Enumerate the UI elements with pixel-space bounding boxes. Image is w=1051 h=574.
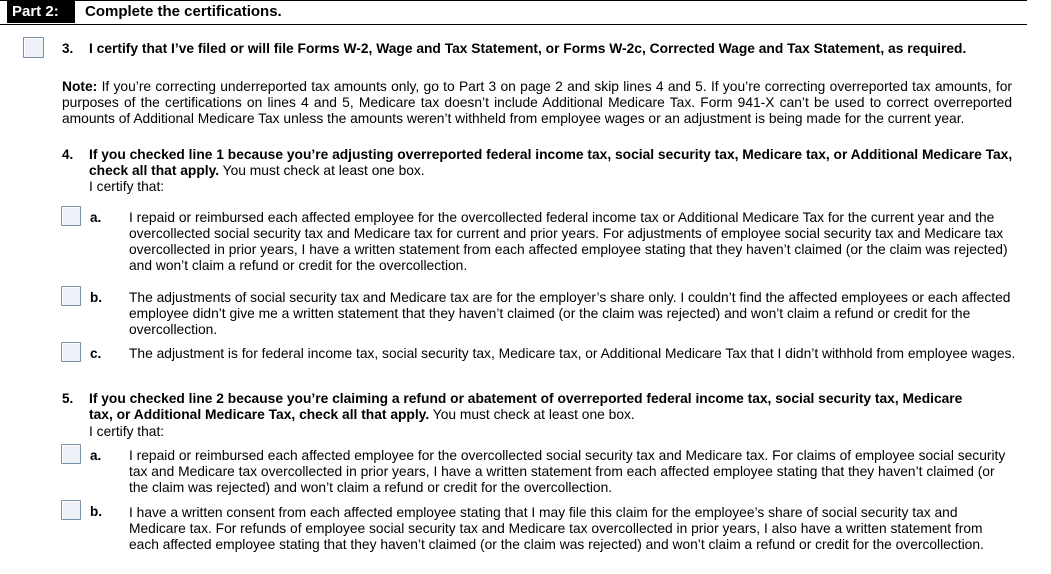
part-label: Part 2: (7, 1, 75, 23)
line4c-letter: c. (90, 346, 102, 361)
line5-number: 5. (62, 391, 74, 406)
note-label: Note: (62, 79, 98, 94)
line5b-checkbox[interactable] (61, 500, 81, 520)
line3-checkbox[interactable] (23, 37, 44, 58)
line4b-checkbox[interactable] (61, 286, 81, 306)
line4-certify: I certify that: (89, 179, 165, 194)
note-paragraph (62, 79, 1012, 127)
line5a-letter: a. (90, 448, 102, 463)
line4c-text: The adjustment is for federal income tax, social security tax, Medicare tax, or Additional Medicare Tax that I didn’t withhold from employee wages. (129, 346, 1016, 361)
line5a-checkbox[interactable] (61, 444, 81, 464)
line5-instruction (89, 391, 989, 423)
line4-normal-text: You must check at least one box. (219, 163, 425, 178)
line5-bold-text: If you checked line 2 because you’re claiming a refund or abatement of overreported federal income tax, social security tax, Medicare tax, or Additional Medicare Tax, check all that apply. (89, 391, 963, 422)
line4c-checkbox[interactable] (61, 342, 81, 362)
line4b-letter: b. (90, 290, 102, 305)
line4a-text: I repaid or reimbursed each affected employee for the overcollected federal income tax or Additional Medicare Tax for the current year and the overcollected social security tax and Medicare tax for current and prior years. For adjustments of employee social security tax and Medicare tax overcollected in prior years, I have a written statement from each affected employee stating that they haven’t claimed (or the claim was rejected) and won’t claim a refund or credit for the overcollection. (129, 210, 1008, 273)
part-title: Complete the certifications. (85, 3, 282, 20)
part-header (0, 0, 1027, 25)
line5b-letter: b. (90, 504, 102, 519)
line4-number: 4. (62, 147, 74, 162)
line5-normal-text: You must check at least one box. (429, 407, 635, 422)
line4a-checkbox[interactable] (61, 206, 81, 226)
line5a-text: I repaid or reimbursed each affected employee for the overcollected social security tax and Medicare tax. For claims of employee social security tax and Medicare tax overcollected in prior years, I have a written statement from each affected employee stating that they haven’t claimed (or the claim was rejected) and won’t claim a refund or credit for the overcollection. (129, 448, 1006, 495)
line4b-text: The adjustments of social security tax and Medicare tax are for the employer’s share only. I couldn’t find the affected employees or each affected employee didn’t give me a written statement that they haven’t claimed (or the claim was rejected) and won’t claim a refund or credit for the overcollection. (129, 290, 1011, 337)
line3-text: I certify that I’ve filed or will file Forms W-2, Wage and Tax Statement, or Forms W-2c, Corrected Wage and Tax Statement, as required. (89, 41, 967, 56)
line5-certify: I certify that: (89, 424, 165, 439)
line4-bold-text: If you checked line 1 because you’re adjusting overreported federal income tax, social security tax, Medicare tax, or Additional Medicare Tax, check all that apply. (89, 147, 1013, 178)
line4-instruction (89, 147, 1024, 179)
line5b-text: I have a written consent from each affected employee stating that I may file this claim for the employee’s share of social security tax and Medicare tax. For refunds of employee social security tax and Medicare tax overcollected in prior years, I also have a written statement from each affected employee stating that they haven’t claimed (or the claim was rejected) and won’t claim a refund or credit for the overcollection. (129, 505, 984, 552)
line3-number: 3. (62, 41, 74, 56)
note-text: If you’re correcting underreported tax amounts only, go to Part 3 on page 2 and skip lines 4 and 5. If you’re correcting overreported tax amounts, for purposes of the certifications on lines 4 and 5, Medicare tax doesn’t include Additional Medicare Tax. Form 941-X can’t be used to correct overreported amounts of Additional Medicare Tax unless the amounts weren’t withheld from employee wages or an adjustment is being made for the current year. (62, 79, 1012, 126)
line4a-letter: a. (90, 210, 102, 225)
